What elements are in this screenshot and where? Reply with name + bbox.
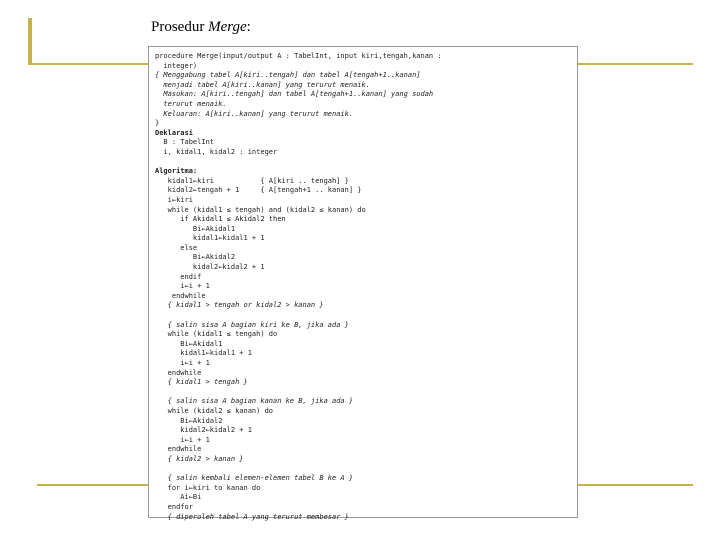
code-line: kidal1←kidal1 + 1 [155,234,265,243]
code-line: endwhile [155,445,202,454]
code-line: Bi←Akidal1 [155,224,236,233]
code-line: Deklarasi [155,128,193,137]
code-line: kidal1←kiri { A[kiri .. tengah] } [155,176,349,185]
code-line [155,311,575,321]
code-line: { Menggabung tabel A[kiri..tengah] dan tabel A[tengah+1..kanan] [155,71,421,80]
code-line: procedure Merge(input/output A : TabelInt, input kiri,tengah,kanan : [155,52,442,60]
code-line [155,388,575,398]
code-line: { diperoleh tabel A yang terurut membesar } [155,512,349,521]
code-line: Masukan: A[kiri..tengah] dan tabel A[tengah+1..kanan] yang sudah [155,90,434,99]
code-line: Keluaran: A[kiri..kanan] yang terurut menaik. [155,109,354,118]
code-line: i←kiri [155,195,193,204]
code-line: { kidal1 > tengah } [155,378,248,387]
code-line: } [155,119,160,128]
code-line: endfor [155,502,193,511]
code-line: i←i + 1 [155,359,210,367]
title-italic: Merge [208,19,247,35]
code-line: { kidal1 > tengah or kidal2 > kanan } [155,301,324,310]
code-line: kidal2←kidal2 + 1 [155,426,252,435]
code-line: kidal2←kidal2 + 1 [155,263,265,272]
code-line: kidal2←tengah + 1 { A[tengah+1 .. kanan] } [155,186,362,195]
code-line: if Akidal1 ≤ Akidal2 then [155,215,286,224]
title-suffix: : [246,19,251,35]
code-line [155,465,575,475]
code-line: terurut menaik. [155,99,227,108]
code-line: Bi←Akidal1 [155,339,223,348]
code-line: Algoritma: [155,167,198,176]
code-line: B : TabelInt [155,138,215,147]
code-line: i, kidal1, kidal2 : integer [155,147,278,156]
code-line: while (kidal2 ≤ kanan) do [155,406,274,415]
code-line: kidal1←kidal1 + 1 [155,349,252,358]
code-line: i←i + 1 [155,282,210,291]
pseudocode-block [155,52,575,522]
code-line: endif [155,272,202,281]
code-line: Bi←Akidal2 [155,416,223,425]
accent-vertical-bar [28,18,32,64]
code-line: while (kidal1 ≤ tengah) do [155,330,278,339]
code-line: while (kidal1 ≤ tengah) and (kidal2 ≤ kanan) do [155,205,366,214]
code-line: Bi←Akidal2 [155,253,236,262]
code-line: { salin sisa A bagian kanan ke B, jika ada } [155,397,354,406]
code-line [155,158,575,168]
title-prefix: Prosedur [151,19,209,35]
slide-title [151,19,251,36]
code-line: Ai←Bi [155,493,202,502]
code-line: { salin kembali elemen-elemen tabel B ke A } [155,474,354,483]
code-line: i←i + 1 [155,435,210,444]
code-line: { salin sisa A bagian kiri ke B, jika ada } [155,320,349,329]
code-line: endwhile [155,368,202,377]
code-line: else [155,243,198,252]
code-line: for i←kiri to kanan do [155,483,261,492]
code-line: { kidal2 > kanan } [155,454,244,463]
code-line: menjadi tabel A[kiri..kanan] yang terurut menaik. [155,80,370,89]
code-line: endwhile [155,291,206,300]
code-line: integer) [155,61,198,70]
